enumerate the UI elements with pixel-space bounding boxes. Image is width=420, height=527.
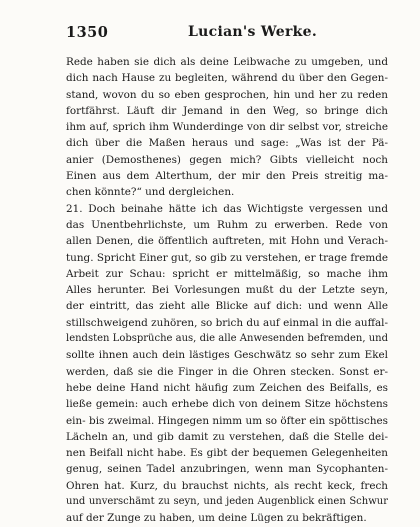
text-line: lendsten Lobsprüche aus, die alle Anwesenden befremden, und [66, 333, 388, 345]
text-line: Arbeit zur Schau: spricht er mittelmäßig, so mache ihm [66, 267, 388, 280]
text-line: hebe deine Hand nicht häufig zum Zeichen des Beifalls, es [66, 381, 388, 394]
text-line: ließe gemein: auch erhebe dich von deinem Sitze höchstens [66, 398, 388, 411]
text-line: Ohren hat. Kurz, du brauchst nichts, als recht keck, frech [66, 479, 388, 492]
text-line: Einen aus dem Alterthum, der mir den Preis streitig ma- [66, 170, 388, 183]
text-line: Alles herunter. Bei Vorlesungen mußt du der Letzte seyn, [66, 284, 388, 297]
text-line: dich nach Hause zu begleiten, während du über den Gegen- [66, 72, 388, 85]
text-line: dich über die Maßen heraus und sage: „Was ist der Pä- [66, 137, 388, 150]
text-line: ihm auf, sprich ihm Wunderdinge von dir selbst vor, streiche [66, 121, 388, 134]
text-line: der eintritt, das zieht alle Blicke auf dich: und wenn Alle [66, 300, 388, 313]
text-line: stand, wovon du so eben gesprochen, hin und her zu reden [66, 88, 388, 101]
page-number: 1350 [66, 24, 109, 41]
text-line: ein- bis zweimal. Hingegen nimm um so öfter ein spöttisches [66, 414, 388, 427]
text-line: tung. Spricht Einer gut, so gib zu verstehen, er trage fremde [66, 251, 388, 264]
text-line: Lächeln an, und gib damit zu verstehen, daß die Stelle dei- [66, 430, 388, 443]
text-line: das Unentbehrlichste, um Ruhm zu erwerben. Rede von [66, 218, 388, 231]
text-line: nen Beifall nicht habe. Es gibt der bequemen Gelegenheiten [66, 447, 388, 460]
text-line: auf der Zunge zu haben, um deine Lügen zu bekräftigen. [66, 512, 367, 525]
body-text [66, 54, 388, 527]
text-line: genug, seinen Tadel anzubringen, wenn man Sycophanten- [66, 463, 388, 476]
text-line: anier (Demosthenes) gegen mich? Gibts vielleicht noch [66, 153, 388, 166]
text-line: und unverschämt zu seyn, und jeden Augenblick einen Schwur [66, 496, 388, 508]
text-line: Rede haben sie dich als deine Leibwache zu umgeben, und [66, 56, 388, 68]
text-line: sollte ihnen auch dein lästiges Geschwätz so sehr zum Ekel [66, 349, 388, 362]
text-line: stillschweigend zuhören, so brich du auf einmal in die auffal- [66, 316, 388, 329]
text-line: fortfährst. Läuft dir Jemand in den Weg, so bringe dich [66, 104, 388, 117]
page-header [66, 24, 388, 44]
text-line: chen könnte?“ und dergleichen. [66, 186, 235, 199]
text-line: allen Denen, die öffentlich auftreten, mit Hohn und Verach- [66, 235, 388, 248]
running-title: Lucian's Werke. [188, 24, 318, 40]
text-line: 21. Doch beinahe hätte ich das Wichtigste vergessen und [66, 202, 388, 215]
text-line: werden, daß sie die Finger in die Ohren stecken. Sonst er- [66, 365, 388, 378]
